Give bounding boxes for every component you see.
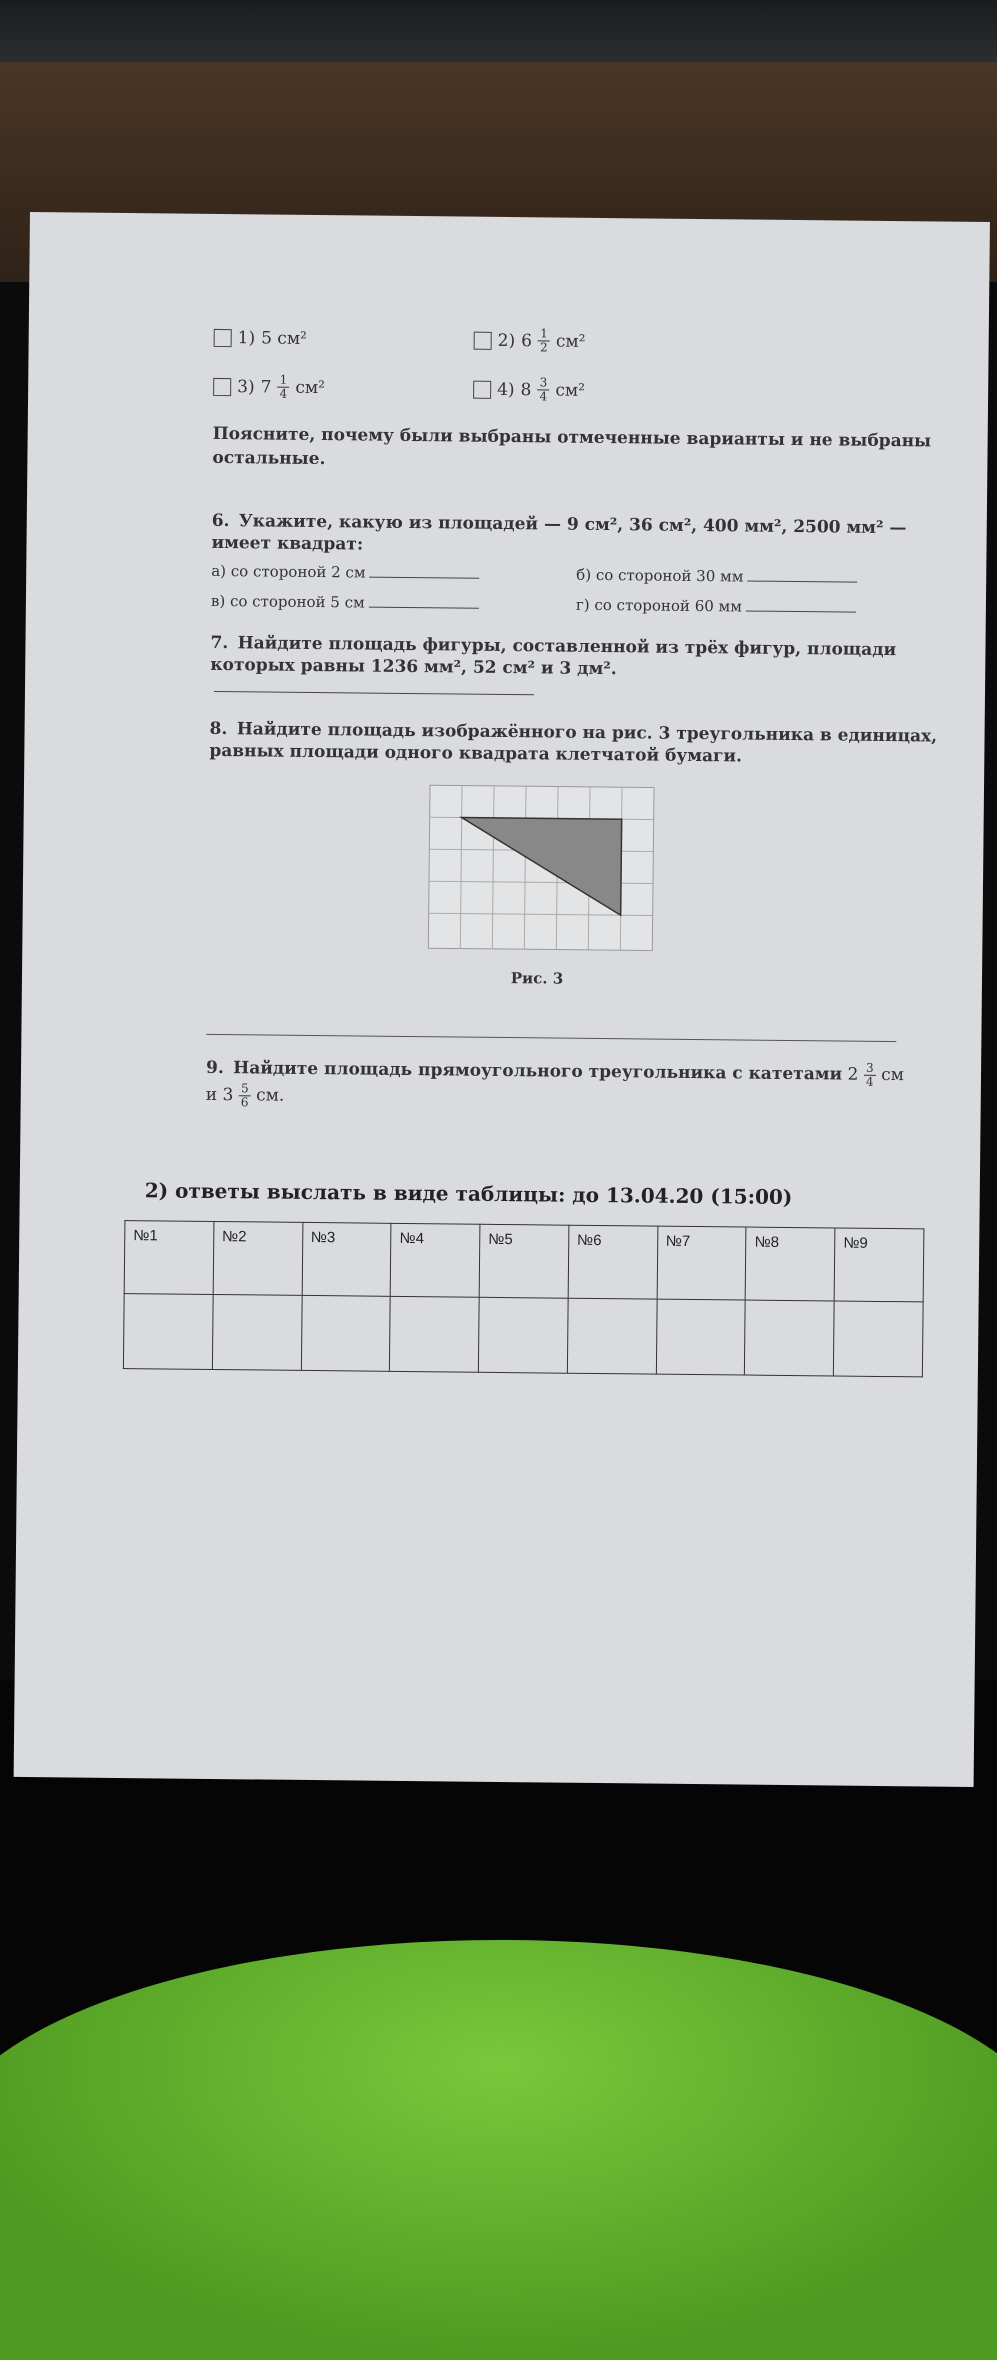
question-8-text: Найдите площадь изображённого на рис. 3 треугольника в единицах, равных площади одного квадрата клетчатой бумаги. xyxy=(209,719,938,767)
answer-cell[interactable] xyxy=(745,1300,835,1376)
answer-header-cell: №7 xyxy=(657,1226,747,1300)
q6-part-a xyxy=(211,560,576,586)
option-3-whole: 7 xyxy=(260,376,272,398)
and-word: и xyxy=(205,1084,218,1106)
explain-instruction: Поясните, почему были выбраны отмеченные варианты и не выбраны остальные. xyxy=(212,423,932,470)
q6-part-c xyxy=(211,590,576,616)
answer-header-cell: №1 xyxy=(124,1221,214,1295)
option-2-fraction xyxy=(538,327,550,354)
leg-2-unit: см. xyxy=(256,1085,285,1106)
q6-part-a-label: а) со стороной 2 см xyxy=(211,561,366,582)
green-fabric xyxy=(0,1940,997,2360)
answer-header-cell: №6 xyxy=(568,1225,658,1299)
answer-cell[interactable] xyxy=(478,1297,568,1373)
option-4-fraction xyxy=(537,376,549,403)
q6-part-c-label: в) со стороной 5 см xyxy=(210,591,365,612)
fraction-denominator: 6 xyxy=(240,1095,249,1110)
leg-2-fraction xyxy=(239,1082,251,1109)
option-1[interactable] xyxy=(214,324,394,353)
answer-header-cell: №2 xyxy=(213,1221,303,1295)
grid-figure xyxy=(427,784,939,959)
option-1-num: 1) xyxy=(237,327,256,348)
option-4-num: 4) xyxy=(497,379,515,400)
question-6-text: Укажите, какую из площадей — 9 см², 36 см², 400 мм², 2500 мм² — имеет квадрат: xyxy=(211,511,907,555)
leg-1-fraction xyxy=(864,1062,876,1089)
answer-blank[interactable] xyxy=(746,597,856,613)
option-2-num: 2) xyxy=(497,330,516,351)
question-8-number: 8. xyxy=(209,718,228,740)
answer-header-cell: №4 xyxy=(390,1223,480,1297)
worksheet-content xyxy=(133,324,944,1378)
answer-cell[interactable] xyxy=(656,1299,746,1375)
answer-cell[interactable] xyxy=(123,1294,213,1370)
options-row-1 xyxy=(214,324,944,359)
fraction-numerator: 3 xyxy=(539,375,548,390)
fraction-denominator: 2 xyxy=(539,340,548,355)
answer-blank[interactable] xyxy=(747,567,857,583)
q6-part-b xyxy=(576,564,941,590)
answer-cell[interactable] xyxy=(567,1298,657,1374)
fraction-numerator: 1 xyxy=(540,326,548,341)
question-6-parts xyxy=(211,560,942,620)
keyboard-edge xyxy=(0,0,997,62)
checkbox-icon[interactable] xyxy=(213,377,231,395)
option-4-unit: см² xyxy=(555,380,586,401)
question-9 xyxy=(206,1055,937,1117)
option-3[interactable] xyxy=(213,373,393,402)
answer-cell[interactable] xyxy=(833,1301,923,1377)
answers-title: 2) ответы выслать в виде таблицы: до 13.04.20 (15:00) xyxy=(144,1178,793,1210)
answer-blank[interactable] xyxy=(369,593,479,609)
answers-header-row xyxy=(124,1221,924,1302)
question-6-number: 6. xyxy=(211,510,230,532)
option-1-value: 5 см² xyxy=(261,327,308,349)
q6-part-d-label: г) со стороной 60 мм xyxy=(575,595,743,616)
option-3-fraction xyxy=(277,374,289,401)
answer-blank[interactable] xyxy=(370,563,480,579)
question-7 xyxy=(210,632,941,706)
answer-header-cell: №8 xyxy=(746,1227,836,1301)
option-4-whole: 8 xyxy=(520,379,532,400)
answer-header-cell: №3 xyxy=(302,1222,392,1296)
leg-2-whole: 3 xyxy=(222,1085,234,1106)
option-2-whole: 6 xyxy=(521,330,533,351)
worksheet-page xyxy=(14,212,990,1787)
answer-line[interactable] xyxy=(206,1034,896,1042)
checkbox-icon[interactable] xyxy=(474,331,492,349)
answer-header-cell: №9 xyxy=(834,1228,924,1302)
option-3-unit: см² xyxy=(295,377,326,398)
answer-cell[interactable] xyxy=(301,1295,391,1371)
answer-cell[interactable] xyxy=(212,1294,302,1370)
answer-cell[interactable] xyxy=(390,1296,480,1372)
fraction-denominator: 4 xyxy=(865,1074,874,1089)
figure-caption: Рис. 3 xyxy=(510,969,564,988)
question-6 xyxy=(211,510,942,620)
answers-table xyxy=(123,1220,925,1377)
options-row-2 xyxy=(213,373,943,408)
option-2[interactable] xyxy=(474,327,654,356)
fraction-numerator: 1 xyxy=(279,372,288,387)
question-9-number: 9. xyxy=(205,1057,224,1079)
checkbox-icon[interactable] xyxy=(473,380,491,398)
q6-part-d xyxy=(576,594,941,620)
option-3-num: 3) xyxy=(237,376,255,397)
option-2-unit: см² xyxy=(555,331,586,352)
leg-1-unit: см xyxy=(881,1064,905,1086)
grid-triangle-diagram xyxy=(427,784,655,951)
answer-header-cell: №5 xyxy=(479,1224,569,1298)
fraction-numerator: 5 xyxy=(240,1081,249,1096)
option-4[interactable] xyxy=(473,376,653,405)
answer-blank[interactable] xyxy=(214,677,534,695)
question-9-text: Найдите площадь прямоугольного треугольника с катетами xyxy=(233,1058,843,1085)
question-7-number: 7. xyxy=(210,632,229,654)
fraction-numerator: 3 xyxy=(865,1060,874,1075)
checkbox-icon[interactable] xyxy=(214,328,232,346)
fraction-denominator: 4 xyxy=(539,389,548,404)
leg-1-whole: 2 xyxy=(847,1064,859,1085)
fraction-denominator: 4 xyxy=(279,386,288,401)
question-7-text: Найдите площадь фигуры, составленной из трёх фигур, площади которых равны 1236 мм², 52 см² и 3 дм². xyxy=(210,633,897,680)
question-8 xyxy=(209,718,939,770)
q6-part-b-label: б) со стороной 30 мм xyxy=(576,565,744,586)
answers-value-row xyxy=(123,1294,923,1377)
